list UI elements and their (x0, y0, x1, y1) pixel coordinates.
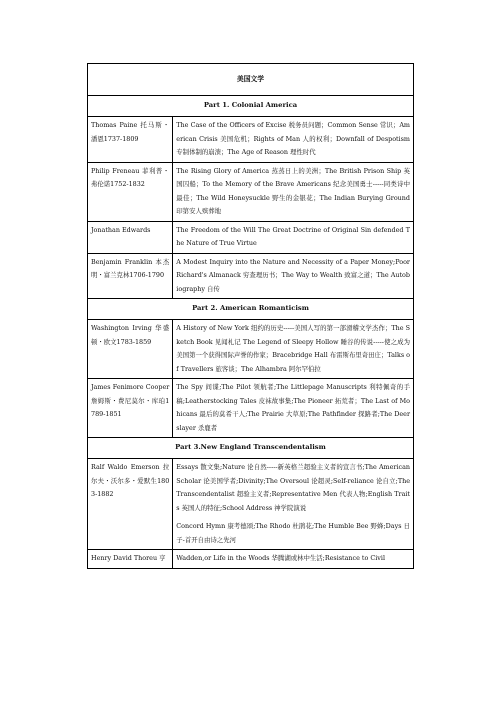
author-cell: James Fenimore Cooper 詹姆斯・费尼莫尔・库珀1789-1851 (88, 379, 173, 438)
works-text: A History of New York 纽约的历史-----美国人写的第一部滑稽文学杰作；The Sketch Book 见闻札记 The Legend of Sleepy Hollow 睡谷的传说-----使之成为美国第一个获得国际声誉的作家；Bracebridge Hall 布雷斯布里奇田庄；Talks of Travellers 旅客谈；The Alhambra 阿尔罕伯拉 (176, 324, 410, 373)
author-cell: Philip Freneau 菲利普・弗伦诺1752-1832 (88, 162, 173, 221)
works-text: A Modest Inquiry into the Nature and Necessity of a Paper Money;Poor Richard's Almanack 穷查理历书；The Way to Wealth 致富之道；The Autobiography 自传 (176, 257, 410, 293)
works-text: The Freedom of the Will The Great Doctrine of Original Sin defended The Nature of True Virtue (176, 225, 410, 247)
author-cell: Benjamin Franklin 本杰明・富兰克林1706-1790 (88, 253, 173, 299)
works-text: Essays 散文集;Nature 论自然-----新英格兰超验主义者的宣言书;The American Scholar 论美国学者;Divinity;The Oversoul 论超灵;Self-reliance 论自立;The Transcendentalist 超验主义者;Representative Men 代表人物;English Traits 英国人的特征;School Address 神学院演说 (176, 463, 410, 512)
works-cell (173, 162, 414, 221)
table-row (88, 320, 414, 379)
section-header-row (88, 438, 414, 459)
literature-table (87, 63, 414, 569)
section-heading: Part 3.New England Transcendentalism (88, 438, 414, 459)
author-cell: Thomas Paine 托马斯・潘恩1737-1809 (88, 117, 173, 163)
author-cell: Ralf Waldo Emerson 拉尔夫・沃尔多・爱默生1803-1882 (88, 459, 173, 550)
table-row (88, 117, 414, 163)
table-row (88, 459, 414, 550)
section-header-row (88, 96, 414, 117)
author-cell: Jonathan Edwards (88, 221, 173, 253)
table-row (88, 162, 414, 221)
section-heading: Part 1. Colonial America (88, 96, 414, 117)
title-row (88, 64, 414, 96)
works-cell (173, 320, 414, 379)
works-text: Wadden,or Life in the Woods 华腾湖或林中生活;Resistance to Civil (176, 554, 385, 562)
works-cell (173, 459, 414, 550)
works-cell (173, 117, 414, 163)
table-row (88, 253, 414, 299)
table-row (88, 550, 414, 569)
author-cell: Henry David Thoreu 亨 (88, 550, 173, 569)
table-row (88, 221, 414, 253)
works-text: Concord Hymn 康考德颂;The Rhodo 杜鹃花;The Humble Bee 野蜂;Days 日子-首开自由诗之先河 (176, 522, 410, 544)
author-cell: Washington Irving 华盛顿・欧文1783-1859 (88, 320, 173, 379)
section-header-row (88, 299, 414, 320)
works-text: The Rising Glory of America 蒸蒸日上的美洲；The British Prison Ship 英国囚船；To the Memory of the Brave Americans 纪念美国勇士-----同类诗中最佳；The Wild Honeysuckle 野生的金银花；The Indian Burying Ground 印第安人殡葬地 (176, 166, 410, 215)
document-page (87, 63, 414, 569)
table-row (88, 379, 414, 438)
works-cell (173, 379, 414, 438)
works-cell (173, 221, 414, 253)
works-text: The Case of the Officers of Excise 税务员问题；Common Sense 常识；American Crisis 美国危机；Rights of Man 人的权利；Downfall of Despotism 专制体制的崩溃；The Age of Reason 理性时代 (176, 121, 410, 156)
works-text: The Spy 间谍;The Pilot 领航者;The Littlepage Manuscripts 利特佩奇的手稿;Leatherstocking Tales 皮袜故事集;The Pioneer 拓荒者；The Last of Mohicans 最后的莫希干人;The Prairie 大草原;The Pathfinder 探路者;The Deerslayer 杀鹿者 (176, 383, 410, 432)
works-cell (173, 253, 414, 299)
works-cell (173, 550, 414, 569)
section-heading: Part 2. American Romanticism (88, 299, 414, 320)
page-title: 美国文学 (88, 64, 414, 96)
